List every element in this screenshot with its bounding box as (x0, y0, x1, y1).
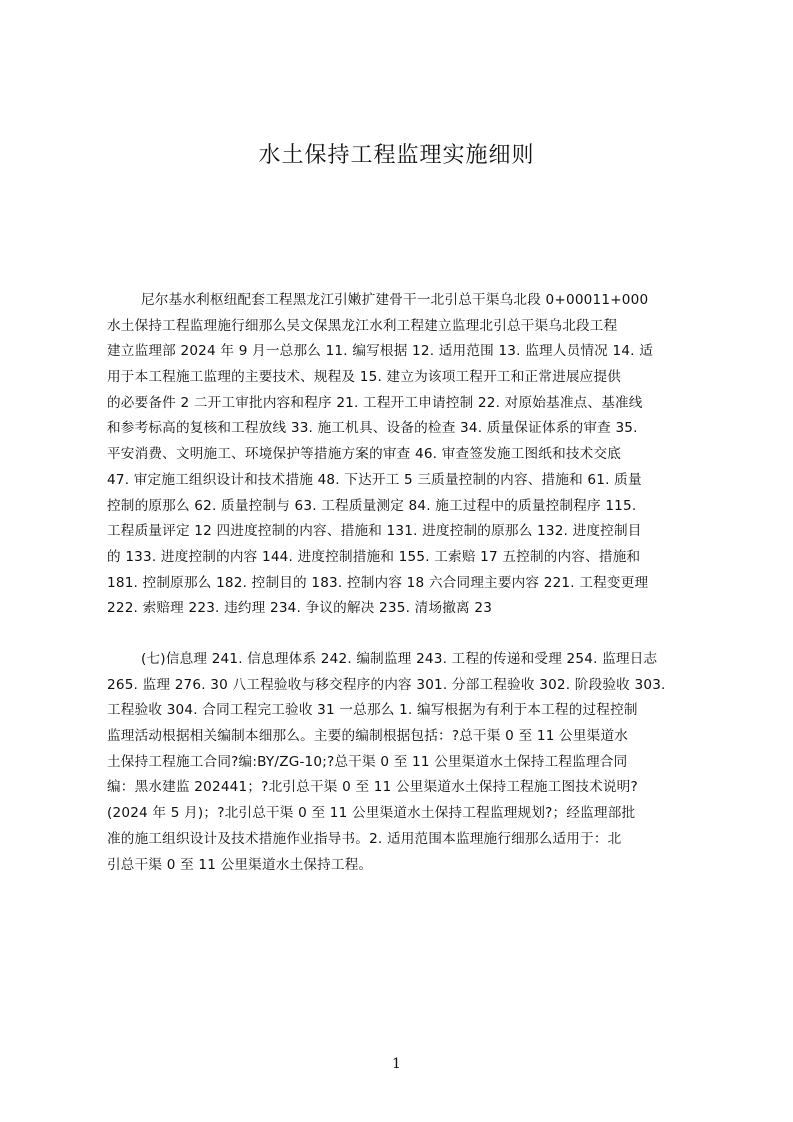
page-number: 1 (392, 1056, 401, 1072)
document-title: 水土保持工程监理实施细则 (258, 143, 535, 168)
text-line: 监理活动根据相关编制本细那么。主要的编制根据包括：?总干渠 0 至 11 公里渠道水 (107, 728, 629, 745)
text-line: 尼尔基水利枢纽配套工程黑龙江引嫩扩建骨干一北引总干渠乌北段 0+00011+000 (141, 292, 649, 308)
text-line: (七)信息理 241. 信息理体系 242. 编制监理 243. 工程的传递和受理 254. 监理日志 (141, 651, 658, 667)
text-line: 准的施工组织设计及技术措施作业指导书。2. 适用范围本监理施行细那么适用于：北 (107, 830, 622, 847)
text-line: (2024 年 5 月)；?北引总干渠 0 至 11 公里渠道水土保持工程监理规划?；经监理部批 (107, 805, 636, 822)
text-line: 平安消费、文明施工、环境保护等措施方案的审查 46. 审查签发施工图纸和技术交底 (107, 446, 622, 463)
text-line: 和参考标高的复核和工程放线 33. 施工机具、设备的检查 34. 质量保证体系的审查 35. (107, 420, 638, 437)
paragraph-2 (107, 647, 697, 878)
text-line: 的必要备件 2 二开工审批内容和程序 21. 工程开工申请控制 22. 对原始基准点、基准线 (107, 394, 643, 411)
text-line: 建立监理部 2024 年 9 月一总那么 11. 编写根据 12. 适用范围 13. 监理人员情况 14. 适 (107, 343, 654, 360)
text-line: 265. 监理 276. 30 八工程验收与移交程序的内容 301. 分部工程验收 302. 阶段验收 303. (107, 676, 666, 693)
text-line: 181. 控制原那么 182. 控制目的 183. 控制内容 18 六合同理主要内容 221. 工程变更理 (107, 574, 649, 591)
text-line: 用于本工程施工监理的主要技术、规程及 15. 建立为该项工程开工和正常进展应提供 (107, 369, 622, 386)
text-line: 的 133. 进度控制的内容 144. 进度控制措施和 155. 工索赔 17 五控制的内容、措施和 (107, 548, 641, 565)
text-line: 工程验收 304. 合同工程完工验收 31 一总那么 1. 编写根据为有利于本工程的过程控制 (107, 702, 638, 719)
paragraph-1 (107, 288, 697, 622)
text-line: 土保持工程施工合同?编:BY/ZG-10;?总干渠 0 至 11 公里渠道水土保持工程监理合同 (107, 753, 628, 770)
text-line: 控制的原那么 62. 质量控制与 63. 工程质量测定 84. 施工过程中的质量控制程序 115. (107, 497, 637, 514)
text-line: 47. 审定施工组织设计和技术措施 48. 下达开工 5 三质量控制的内容、措施和 61. 质量 (107, 471, 642, 488)
text-line: 水土保持工程监理施行细那么吴文保黑龙江水利工程建立监理北引总干渠乌北段工程 (107, 317, 618, 334)
text-line: 编：黑水建监 202441；?北引总干渠 0 至 11 公里渠道水土保持工程施工图技术说明? (107, 779, 638, 796)
text-line: 工程质量评定 12 四进度控制的内容、措施和 131. 进度控制的原那么 132. 进度控制目 (107, 523, 642, 540)
text-line: 222. 索赔理 223. 违约理 234. 争议的解决 235. 清场撤离 23 (107, 600, 493, 617)
text-line: 引总干渠 0 至 11 公里渠道水土保持工程。 (107, 856, 373, 873)
